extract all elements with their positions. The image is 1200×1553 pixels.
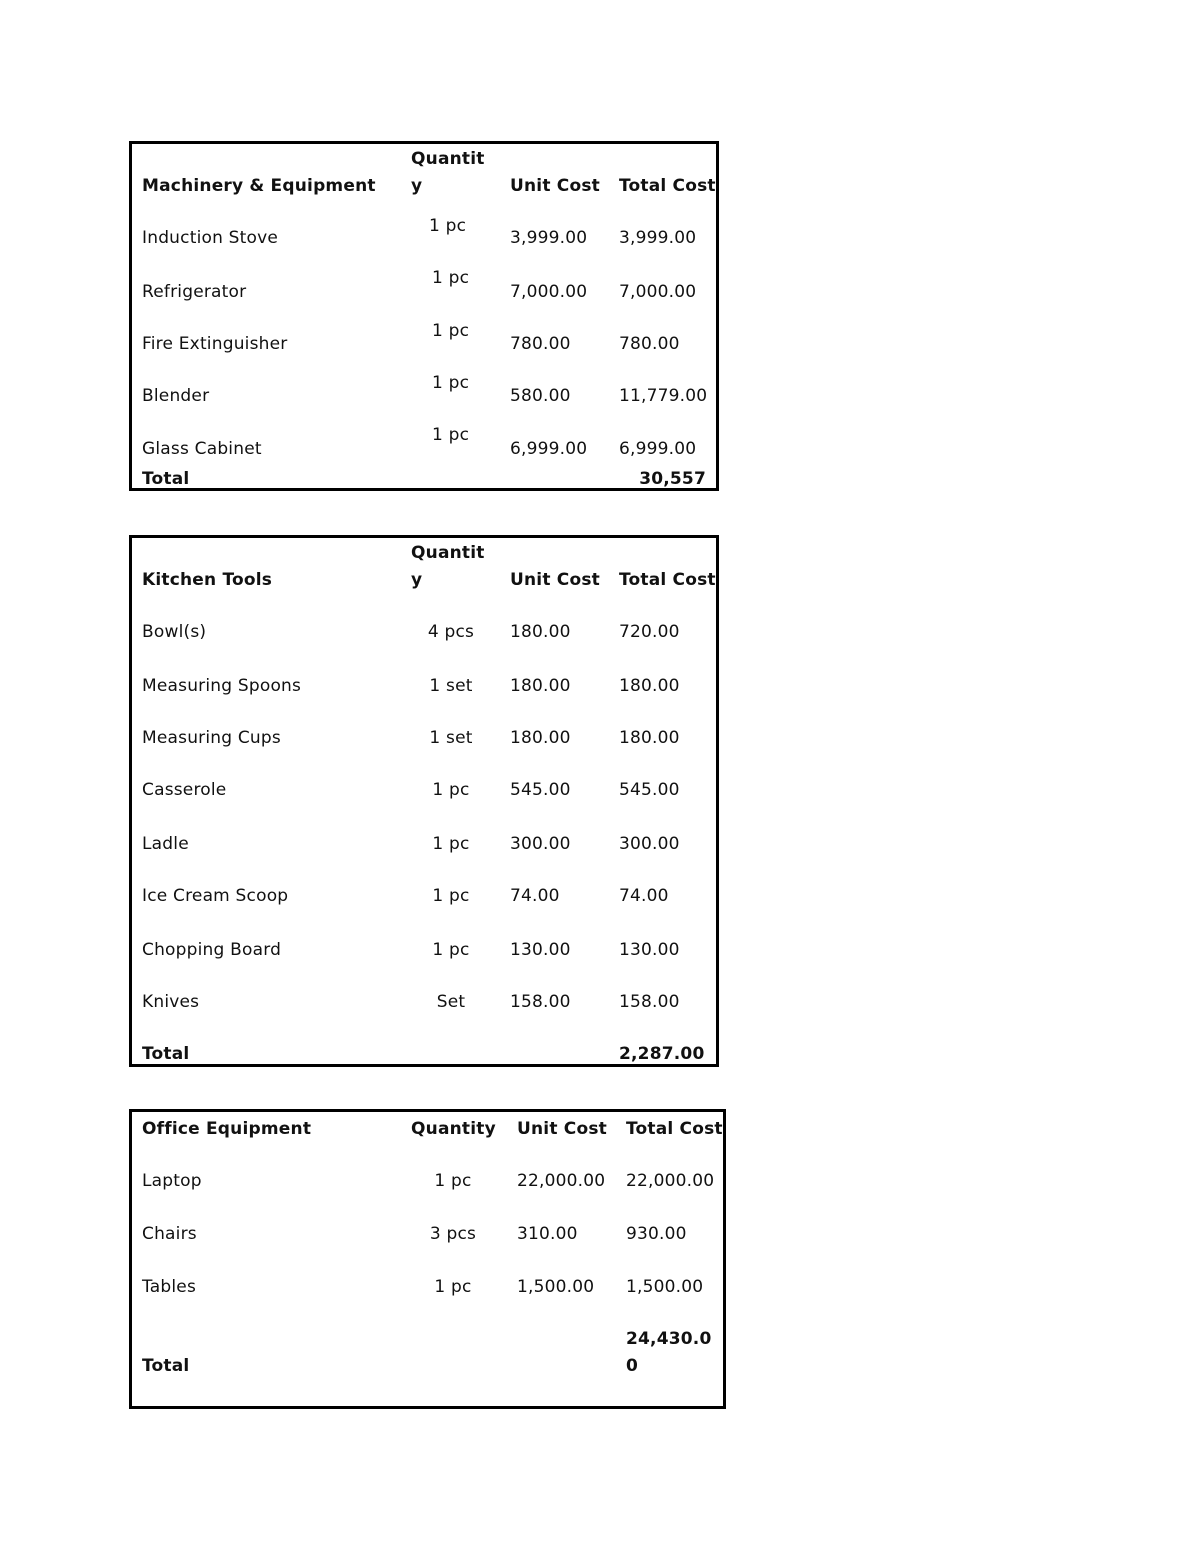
row-unit-cost: 300.00 — [510, 834, 571, 854]
header-quantity-line2: y — [411, 570, 423, 590]
row-qty: 1 set — [429, 676, 473, 696]
row-total-cost: 130.00 — [619, 940, 680, 960]
row-item: Chairs — [142, 1224, 197, 1244]
row-unit-cost: 545.00 — [510, 780, 571, 800]
row-item: Ice Cream Scoop — [142, 886, 289, 906]
header-unit-cost: Unit Cost — [510, 570, 600, 590]
row-total-cost: 180.00 — [619, 676, 680, 696]
row-item: Measuring Spoons — [142, 676, 302, 696]
row-total-cost: 545.00 — [619, 780, 680, 800]
row-item: Glass Cabinet — [142, 439, 262, 459]
row-item: Refrigerator — [142, 282, 247, 302]
row-unit-cost: 1,500.00 — [517, 1277, 595, 1297]
header-category: Office Equipment — [142, 1119, 312, 1139]
header-quantity-line1: Quantit — [411, 149, 485, 169]
row-item: Chopping Board — [142, 940, 282, 960]
row-unit-cost: 180.00 — [510, 676, 571, 696]
row-total-cost: 780.00 — [619, 334, 680, 354]
total-value: 2,287.00 — [619, 1044, 705, 1064]
header-quantity-line2: y — [411, 176, 423, 196]
row-unit-cost: 3,999.00 — [510, 228, 588, 248]
header-quantity-line1: Quantit — [411, 543, 485, 563]
row-qty: 1 pc — [434, 1277, 472, 1297]
header-unit-cost: Unit Cost — [517, 1119, 607, 1139]
row-qty: 1 pc — [432, 940, 470, 960]
row-total-cost: 930.00 — [626, 1224, 687, 1244]
total-value-line1: 24,430.0 — [626, 1329, 712, 1349]
row-unit-cost: 74.00 — [510, 886, 560, 906]
kitchen-tools-table — [129, 535, 719, 1067]
row-unit-cost: 6,999.00 — [510, 439, 588, 459]
office-equipment-table — [129, 1109, 726, 1409]
row-unit-cost: 180.00 — [510, 728, 571, 748]
row-qty: 1 pc — [432, 886, 470, 906]
header-unit-cost: Unit Cost — [510, 176, 600, 196]
header-category: Kitchen Tools — [142, 570, 273, 590]
row-item: Measuring Cups — [142, 728, 281, 748]
total-label: Total — [142, 1044, 190, 1064]
row-qty: 1 pc — [432, 268, 470, 288]
row-unit-cost: 22,000.00 — [517, 1171, 606, 1191]
header-total-cost: Total Cost — [619, 176, 716, 196]
row-qty: 1 pc — [432, 780, 470, 800]
row-qty: 1 pc — [432, 373, 470, 393]
row-item: Knives — [142, 992, 200, 1012]
row-item: Tables — [142, 1277, 197, 1297]
row-item: Fire Extinguisher — [142, 334, 288, 354]
machinery-equipment-table — [129, 141, 719, 491]
row-item: Casserole — [142, 780, 227, 800]
row-unit-cost: 7,000.00 — [510, 282, 588, 302]
header-quantity: Quantity — [411, 1119, 496, 1139]
row-qty: 1 pc — [432, 321, 470, 341]
row-unit-cost: 158.00 — [510, 992, 571, 1012]
row-item: Blender — [142, 386, 210, 406]
total-value-line2: 0 — [626, 1356, 639, 1376]
row-total-cost: 300.00 — [619, 834, 680, 854]
header-total-cost: Total Cost — [626, 1119, 723, 1139]
row-qty: 4 pcs — [427, 622, 475, 642]
row-total-cost: 1,500.00 — [626, 1277, 704, 1297]
header-category: Machinery & Equipment — [142, 176, 376, 196]
total-value: 30,557 — [639, 469, 706, 489]
row-unit-cost: 130.00 — [510, 940, 571, 960]
row-unit-cost: 180.00 — [510, 622, 571, 642]
row-item: Ladle — [142, 834, 189, 854]
row-total-cost: 720.00 — [619, 622, 680, 642]
total-label: Total — [142, 469, 190, 489]
row-unit-cost: 310.00 — [517, 1224, 578, 1244]
row-item: Bowl(s) — [142, 622, 207, 642]
row-qty: 1 set — [429, 728, 473, 748]
row-qty: 1 pc — [432, 425, 470, 445]
row-total-cost: 6,999.00 — [619, 439, 697, 459]
row-total-cost: 7,000.00 — [619, 282, 697, 302]
row-qty: 3 pcs — [429, 1224, 477, 1244]
row-qty: Set — [436, 992, 466, 1012]
row-total-cost: 11,779.00 — [619, 386, 708, 406]
row-qty: 1 pc — [429, 216, 467, 236]
row-qty: 1 pc — [432, 834, 470, 854]
row-total-cost: 22,000.00 — [626, 1171, 715, 1191]
row-total-cost: 3,999.00 — [619, 228, 697, 248]
header-total-cost: Total Cost — [619, 570, 716, 590]
row-qty: 1 pc — [434, 1171, 472, 1191]
total-label: Total — [142, 1356, 190, 1376]
row-item: Laptop — [142, 1171, 202, 1191]
row-total-cost: 74.00 — [619, 886, 669, 906]
row-total-cost: 180.00 — [619, 728, 680, 748]
row-total-cost: 158.00 — [619, 992, 680, 1012]
row-unit-cost: 780.00 — [510, 334, 571, 354]
row-item: Induction Stove — [142, 228, 279, 248]
row-unit-cost: 580.00 — [510, 386, 571, 406]
